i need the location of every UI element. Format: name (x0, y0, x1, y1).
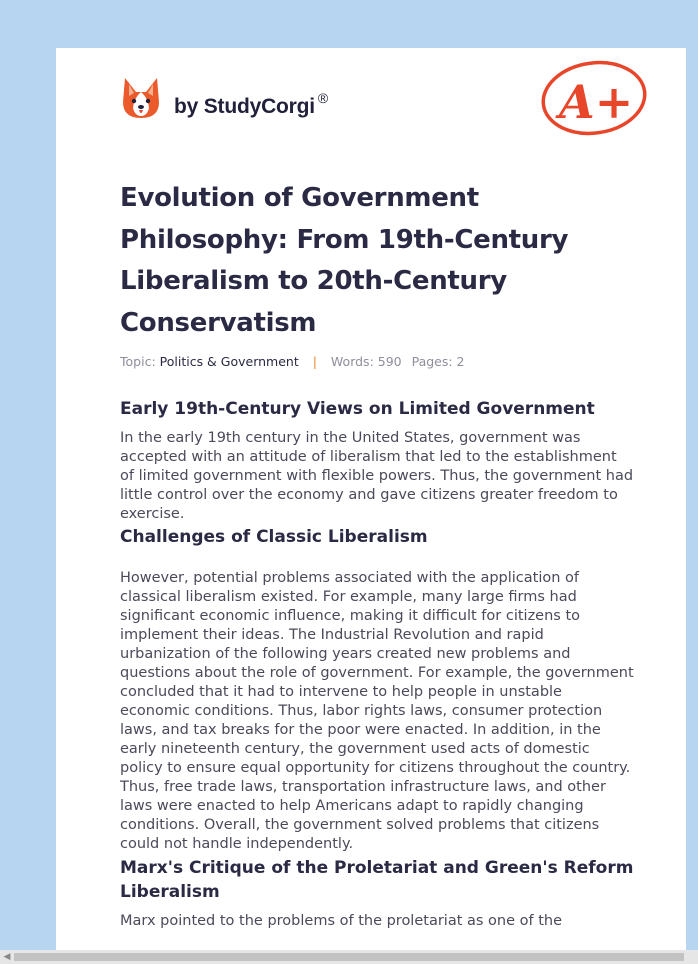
word-count: Words: 590 (330, 354, 402, 369)
topic-link[interactable]: Politics & Government (159, 354, 299, 369)
section-heading: Marx's Critique of the Proletariat and Green's Reform Liberalism (120, 858, 634, 902)
meta-separator: | (312, 354, 317, 369)
brand-name-text: by StudyCorgi (174, 94, 315, 118)
studycorgi-logo[interactable] (122, 76, 328, 120)
section-paragraph: In the early 19th century in the United States, government was accepted with an attitude of liberalism that led to the establishment of limited government with flexible powers. Thus, the government had little control over the economy and gave citizens greater freedom to exercise. (120, 430, 634, 522)
grade-text: A+ (559, 75, 634, 129)
a-plus-grade-icon (539, 58, 649, 138)
document-page (56, 48, 686, 950)
section-paragraph: However, potential problems associated with the application of classical liberalism existed. For example, many large firms had significant economic influence, making it difficult for citizens to implement their ideas. The Industrial Revolution and rapid urbanization of the following years created new problems and questions about the role of government. For example, the government concluded that it had to intervene to help people in unstable economic conditions. Thus, labor rights laws, consumer protection laws, and tax breaks for the poor were enacted. In addition, in the early nineteenth century, the government used acts of domestic policy to ensure equal opportunity for citizens throughout the country. Thus, free trade laws, transportation infrastructure laws, and other laws were enacted to help Americans adapt to rapidly changing conditions. Overall, the government solved problems that citizens could not handle independently. (120, 570, 634, 852)
page-count: Pages: 2 (411, 354, 465, 369)
registered-mark: ® (317, 89, 329, 106)
section-paragraph: Marx pointed to the problems of the proletariat as one of the (120, 913, 563, 929)
article-body (120, 397, 635, 931)
article-meta (120, 354, 465, 369)
article-title: Evolution of Government Philosophy: From 19th-Century Liberalism to 20th-Century Conservatism (120, 183, 569, 338)
topic-label: Topic: (120, 354, 156, 369)
corgi-logo-icon (122, 76, 160, 120)
section-heading: Early 19th-Century Views on Limited Government (120, 399, 595, 419)
horizontal-scrollbar[interactable] (0, 950, 698, 964)
scroll-left-arrow-icon[interactable]: ◀ (3, 952, 11, 962)
section-heading: Challenges of Classic Liberalism (120, 527, 428, 547)
brand-name (174, 90, 328, 119)
scrollbar-thumb[interactable] (14, 953, 684, 961)
